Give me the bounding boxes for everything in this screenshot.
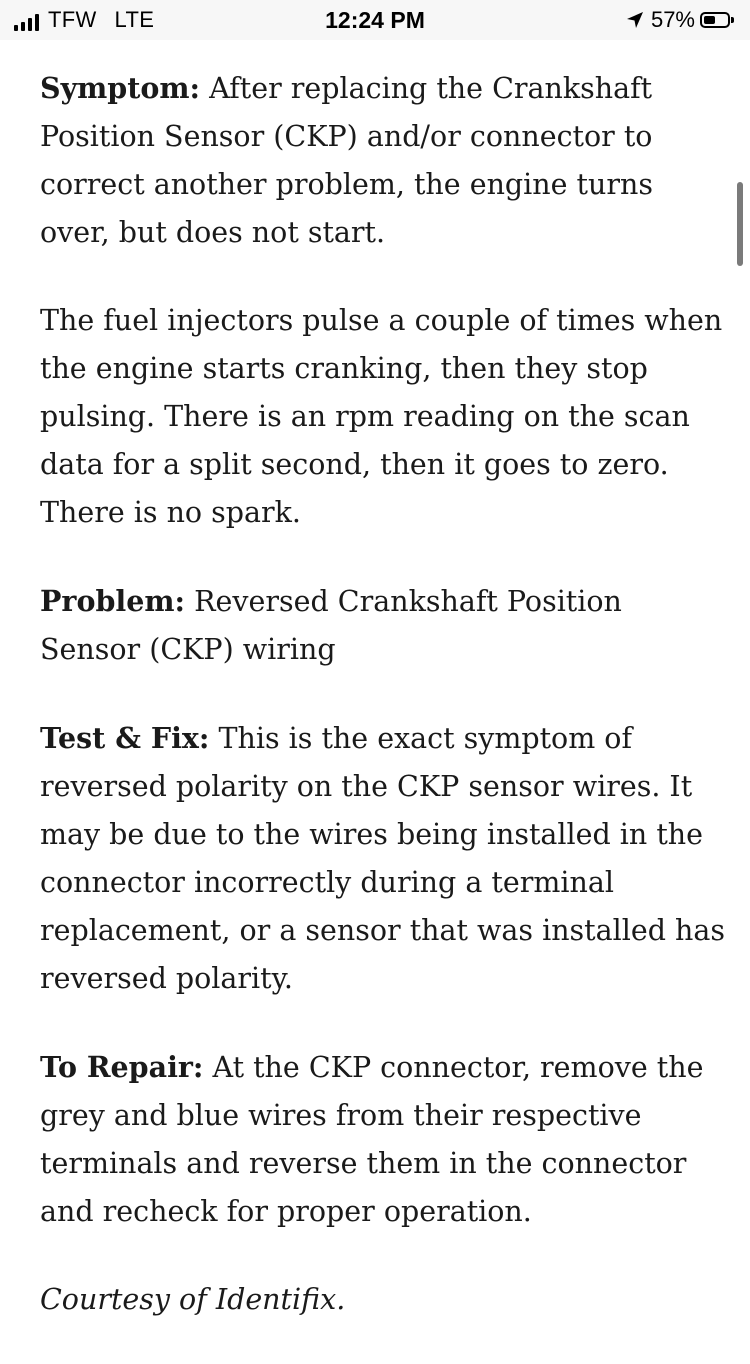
battery-icon — [700, 12, 730, 28]
test-fix-paragraph — [40, 714, 730, 1003]
test-fix-label: Test & Fix: — [40, 721, 210, 755]
network-type: LTE — [114, 7, 155, 32]
symptom-label: Symptom: — [40, 71, 201, 105]
repair-text: At the CKP connector, remove the grey and blue wires from their respective terminals and reverse them in the connector and recheck for proper operation. — [40, 1051, 704, 1228]
test-fix-text: This is the exact symptom of reversed polarity on the CKP sensor wires. It may be due to the wires being installed in the connector incorrectly during a terminal replacement, or a sensor that was installed has reversed polarity. — [40, 722, 725, 995]
scroll-indicator[interactable] — [737, 182, 743, 266]
injectors-paragraph — [40, 297, 730, 537]
injectors-text: The fuel injectors pulse a couple of times when the engine starts cranking, then they stop pulsing. There is an rpm reading on the scan data for a split second, then it goes to zero. There is no spark. — [40, 304, 723, 529]
battery-fill — [704, 16, 715, 24]
courtesy-line: Courtesy of Identifix. — [40, 1283, 346, 1316]
battery-cap — [731, 17, 734, 23]
problem-paragraph — [40, 577, 730, 674]
repair-label: To Repair: — [40, 1050, 204, 1084]
status-bar — [0, 0, 750, 40]
status-time: 12:24 PM — [325, 7, 425, 33]
location-arrow-icon — [625, 10, 645, 30]
repair-paragraph — [40, 1043, 730, 1236]
problem-text: Reversed Crankshaft Position Sensor (CKP) wiring — [40, 585, 622, 666]
problem-label: Problem: — [40, 584, 186, 618]
status-right — [625, 8, 734, 32]
battery-percent: 57% — [650, 7, 695, 32]
article-body — [40, 64, 730, 1364]
symptom-paragraph — [40, 64, 730, 257]
carrier-name: TFW — [48, 7, 97, 32]
symptom-text: After replacing the Crankshaft Position Sensor (CKP) and/or connector to correct another problem, the engine turns over, but does not start. — [40, 72, 653, 249]
